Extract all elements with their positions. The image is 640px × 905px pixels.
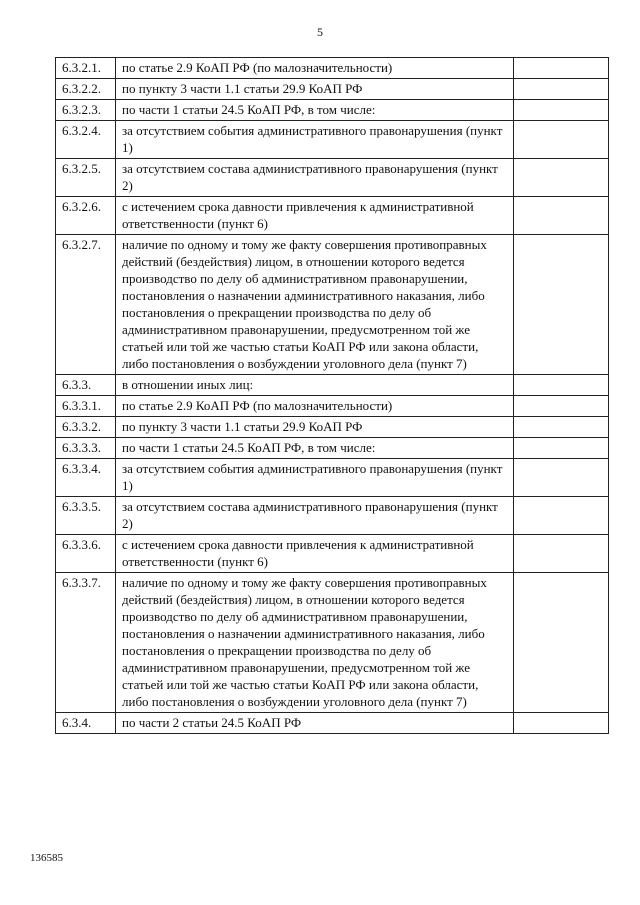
- row-number: 6.3.2.3.: [56, 100, 116, 121]
- row-text: с истечением срока давности привлечения к административной ответственности (пункт 6): [116, 197, 514, 235]
- table-row: [56, 459, 609, 497]
- row-text: с истечением срока давности привлечения к административной ответственности (пункт 6): [116, 535, 514, 573]
- row-number: 6.3.2.2.: [56, 79, 116, 100]
- value-cell: [514, 235, 609, 375]
- row-text: по пункту 3 части 1.1 статьи 29.9 КоАП РФ: [116, 79, 514, 100]
- row-number: 6.3.3.3.: [56, 438, 116, 459]
- row-number: 6.3.3.: [56, 375, 116, 396]
- table-row: [56, 713, 609, 734]
- row-number: 6.3.3.7.: [56, 573, 116, 713]
- table-row: [56, 497, 609, 535]
- value-cell: [514, 159, 609, 197]
- row-number: 6.3.3.2.: [56, 417, 116, 438]
- row-text: по пункту 3 части 1.1 статьи 29.9 КоАП РФ: [116, 417, 514, 438]
- row-number: 6.3.2.1.: [56, 58, 116, 79]
- row-text: за отсутствием события административного правонарушения (пункт 1): [116, 459, 514, 497]
- table-row: [56, 396, 609, 417]
- row-text: по статье 2.9 КоАП РФ (по малозначительности): [116, 58, 514, 79]
- document-id: 136585: [30, 852, 63, 864]
- row-number: 6.3.4.: [56, 713, 116, 734]
- table-row: [56, 417, 609, 438]
- row-text: в отношении иных лиц:: [116, 375, 514, 396]
- table-row: [56, 438, 609, 459]
- table-row: [56, 79, 609, 100]
- row-text: наличие по одному и тому же факту совершения противоправных действий (бездействия) лицом, в отношении которого ведется производство по делу об административном правонарушении, постановления о назначении административного наказания, либо постановления о прекращении производства по делу об административном правонарушении, предусмотренном той же статьей или той же частью статьи КоАП РФ или закона области, либо постановления о возбуждении уголовного дела (пункт 7): [116, 573, 514, 713]
- row-text: по части 2 статьи 24.5 КоАП РФ: [116, 713, 514, 734]
- table-row: [56, 535, 609, 573]
- value-cell: [514, 100, 609, 121]
- row-text: по части 1 статьи 24.5 КоАП РФ, в том числе:: [116, 100, 514, 121]
- table-row: [56, 100, 609, 121]
- row-number: 6.3.3.1.: [56, 396, 116, 417]
- page-number: 5: [317, 25, 323, 39]
- report-table: [55, 57, 609, 734]
- value-cell: [514, 573, 609, 713]
- table-row: [56, 573, 609, 713]
- row-number: 6.3.3.4.: [56, 459, 116, 497]
- row-text: за отсутствием события административного правонарушения (пункт 1): [116, 121, 514, 159]
- value-cell: [514, 79, 609, 100]
- value-cell: [514, 197, 609, 235]
- value-cell: [514, 459, 609, 497]
- value-cell: [514, 438, 609, 459]
- table-row: [56, 197, 609, 235]
- row-number: 6.3.2.5.: [56, 159, 116, 197]
- value-cell: [514, 713, 609, 734]
- row-number: 6.3.3.5.: [56, 497, 116, 535]
- row-text: за отсутствием состава административного правонарушения (пункт 2): [116, 497, 514, 535]
- row-number: 6.3.2.7.: [56, 235, 116, 375]
- value-cell: [514, 396, 609, 417]
- value-cell: [514, 121, 609, 159]
- row-text: наличие по одному и тому же факту совершения противоправных действий (бездействия) лицом, в отношении которого ведется производство по делу об административном правонарушении, постановления о назначении административного наказания, либо постановления о прекращении производства по делу об административном правонарушении, предусмотренном той же статьей или той же частью статьи КоАП РФ или закона области, либо постановления о возбуждении уголовного дела (пункт 7): [116, 235, 514, 375]
- value-cell: [514, 497, 609, 535]
- row-number: 6.3.2.6.: [56, 197, 116, 235]
- row-text: за отсутствием состава административного правонарушения (пункт 2): [116, 159, 514, 197]
- value-cell: [514, 58, 609, 79]
- table-row: [56, 235, 609, 375]
- table-row: [56, 58, 609, 79]
- row-number: 6.3.2.4.: [56, 121, 116, 159]
- row-text: по части 1 статьи 24.5 КоАП РФ, в том числе:: [116, 438, 514, 459]
- table-row: [56, 121, 609, 159]
- table-row: [56, 375, 609, 396]
- table-row: [56, 159, 609, 197]
- value-cell: [514, 375, 609, 396]
- row-number: 6.3.3.6.: [56, 535, 116, 573]
- row-text: по статье 2.9 КоАП РФ (по малозначительности): [116, 396, 514, 417]
- value-cell: [514, 535, 609, 573]
- value-cell: [514, 417, 609, 438]
